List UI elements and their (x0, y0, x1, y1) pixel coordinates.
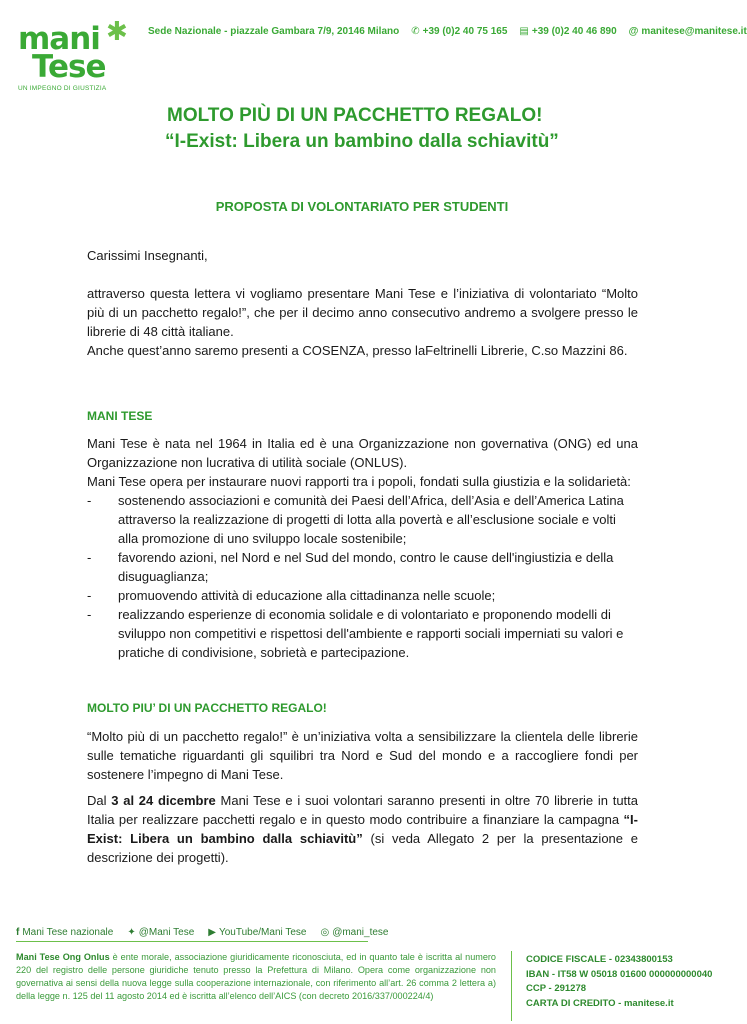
list-item: - realizzando esperienze di economia solidale e di volontariato e proponendo modelli di sviluppo non competitivi e rispettosi dell'ambiente e rapporti sociali imperniati su valori e pratiche di condivisione, sobrietà e partecipazione. (87, 605, 638, 662)
social-youtube[interactable]: ▶ YouTube/Mani Tese (208, 927, 307, 938)
email[interactable]: @ manitese@manitese.it (628, 26, 747, 37)
org-name: Mani Tese Ong Onlus (16, 952, 110, 962)
social-links (16, 927, 389, 938)
pacchetto-section (87, 727, 638, 867)
mani-tese-logo (18, 18, 138, 94)
phone: ✆ +39 (0)2 40 75 165 (411, 26, 508, 37)
activities-list (87, 491, 638, 662)
logo-star-icon: ✱ (106, 16, 128, 46)
carta-di-credito: CARTA DI CREDITO - manitese.it (526, 997, 674, 1009)
social-twitter[interactable]: ✦ @Mani Tese (127, 927, 195, 938)
greeting: Carissimi Insegnanti, (87, 248, 208, 263)
section-heading-pacchetto: MOLTO PIU’ DI UN PACCHETTO REGALO! (87, 701, 327, 715)
iban: IBAN - IT58 W 05018 01600 000000000040 (526, 968, 713, 980)
campaign-name: “I-Exist: Libera un bambino dalla schiavitù” (87, 812, 638, 846)
address: Sede Nazionale - piazzale Gambara 7/9, 20146 Milano (148, 26, 400, 37)
social-instagram[interactable]: ◎ @mani_tese (320, 927, 389, 938)
intro-block (87, 284, 638, 360)
mani-tese-paragraph-1: Mani Tese è nata nel 1964 in Italia ed è una Organizzazione non governativa (ONG) ed una Organizzazione non lucrativa di utilità sociale (ONLUS). (87, 436, 638, 470)
footer-divider (511, 951, 512, 1021)
instagram-icon: ◎ (320, 927, 330, 938)
list-item: - favorendo azioni, nel Nord e nel Sud del mondo, contro le cause dell'ingiustizia e della disuguaglianza; (87, 548, 638, 586)
mani-tese-paragraph-2: Mani Tese opera per instaurare nuovi rapporti tra i popoli, fondati sulla giustizia e la solidarietà: (87, 474, 631, 489)
contact-bar (148, 26, 747, 37)
pacchetto-paragraph-2: Dal 3 al 24 dicembre Mani Tese e i suoi volontari saranno presenti in oltre 70 librerie in tutta Italia per realizzare pacchetti regalo e in questo modo contribuire a finanziare la campagna “I-Exist: Libera un bambino dalla schiavitù” (si veda Allegato 2 per la presentazione e descrizione dei progetti). (87, 793, 639, 865)
section-heading-mani-tese: MANI TESE (87, 409, 153, 423)
logo-tagline: UN IMPEGNO DI GIUSTIZIA (18, 85, 107, 92)
legal-notice: Mani Tese Ong Onlus è ente morale, associazione giuridicamente riconosciuta, ed in quanto tale è iscritta al numero 220 del registro delle persone giuridiche tenuto presso la Prefettura di Milano. Opera come organizzazione non governativa ai sensi della nuova legge sulla cooperazione internazionale, con riferimento all’art. 26 comma 2 lettera a) della legge n. 125 del 11 agosto 2014 ed è iscritta all’elenco dell’AICS (con decreto 2016/337/000224/4) (16, 952, 496, 1001)
letterhead (0, 0, 747, 100)
twitter-icon: ✦ (127, 927, 136, 938)
list-item: - promuovendo attività di educazione alla cittadinanza nelle scuole; (87, 586, 638, 605)
codice-fiscale: CODICE FISCALE - 02343800153 (526, 954, 673, 965)
document-subtitle: PROPOSTA DI VOLONTARIATO PER STUDENTI (215, 199, 509, 214)
campaign-title: “I-Exist: Libera un bambino dalla schiavitù” (165, 131, 559, 152)
location-paragraph: Anche quest’anno saremo presenti a COSENZA, presso laFeltrinelli Librerie, C.so Mazzini 86. (87, 343, 628, 358)
logo-word-tese: Tese (32, 49, 106, 85)
list-item: - sostenendo associazioni e comunità dei Paesi dell’Africa, dell’Asia e dell’America Latina attraverso la realizzazione di progetti di lotta alla povertà e all’esclusione sociale e volti alla promozione di uno sviluppo locale sostenibile; (87, 491, 638, 548)
youtube-icon: ▶ (208, 927, 216, 938)
dates: 3 al 24 dicembre (111, 793, 216, 808)
logo-word-mani: mani (18, 21, 100, 57)
intro-paragraph: attraverso questa lettera vi vogliamo presentare Mani Tese e l’iniziativa di volontariato “Molto più di un pacchetto regalo!”, che per il decimo anno consecutivo andremo a svolgere presso le librerie di 48 città italiane. (87, 286, 638, 339)
mani-tese-section (87, 434, 638, 662)
social-divider (16, 941, 368, 942)
payment-info (526, 953, 712, 1011)
facebook-icon: f (16, 927, 20, 938)
phone-icon: ✆ (411, 26, 420, 37)
fax: ▤ +39 (0)2 40 46 890 (519, 26, 617, 37)
ccp: CCP - 291278 (526, 983, 587, 994)
social-facebook[interactable]: f Mani Tese nazionale (16, 927, 114, 938)
at-icon: @ (628, 26, 639, 37)
pacchetto-paragraph-1: “Molto più di un pacchetto regalo!” è un’iniziativa volta a sensibilizzare la clientela delle librerie sulle tematiche riguardanti gli squilibri tra Nord e Sud del mondo e a raccogliere fondi per sostenere l’impegno di Mani Tese. (87, 729, 638, 782)
document-title: MOLTO PIÙ DI UN PACCHETTO REGALO! (167, 105, 543, 126)
fax-icon: ▤ (519, 26, 529, 37)
